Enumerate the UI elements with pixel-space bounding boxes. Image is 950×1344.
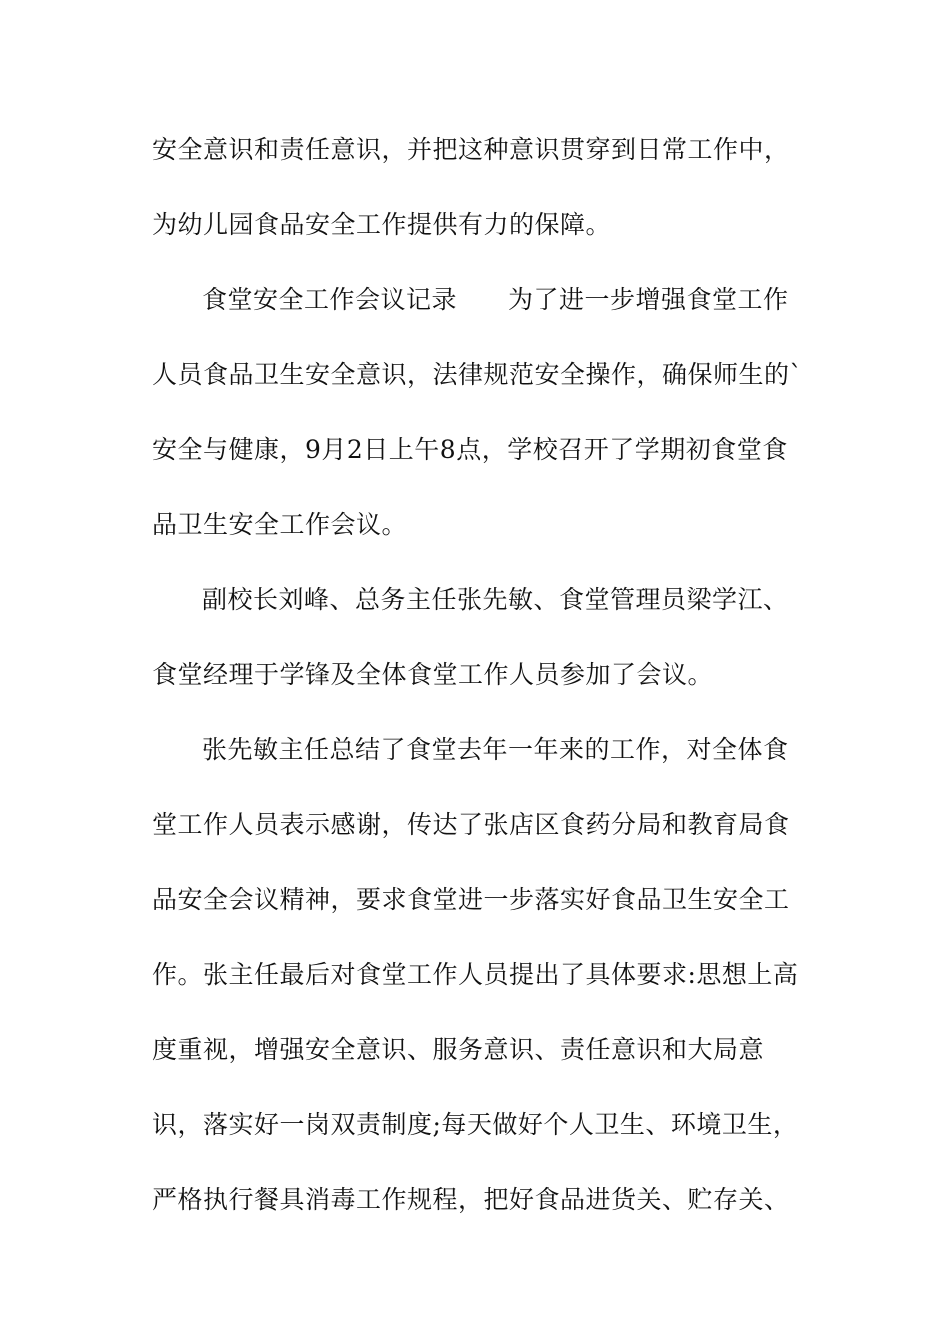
text-line: 食堂安全工作会议记录 为了进一步增强食堂工作 bbox=[202, 285, 789, 314]
text-line: 识，落实好一岗双责制度;每天做好个人卫生、环境卫生， bbox=[152, 1110, 799, 1139]
text-line: 品安全会议精神，要求食堂进一步落实好食品卫生安全工 bbox=[152, 885, 790, 914]
text-line: 张先敏主任总结了食堂去年一年来的工作，对全体食 bbox=[202, 735, 789, 764]
text-line: 安全与健康，9月2日上午8点，学校召开了学期初食堂食 bbox=[152, 435, 788, 464]
text-line: 度重视，增强安全意识、服务意识、责任意识和大局意 bbox=[152, 1035, 765, 1064]
text-line: 堂工作人员表示感谢，传达了张店区食药分局和教育局食 bbox=[152, 810, 790, 839]
text-line: 作。张主任最后对食堂工作人员提出了具体要求:思想上高 bbox=[152, 960, 799, 989]
text-line: 食堂经理于学锋及全体食堂工作人员参加了会议。 bbox=[152, 660, 714, 689]
text-line: 为幼儿园食品安全工作提供有力的保障。 bbox=[152, 210, 612, 239]
text-line: 副校长刘峰、总务主任张先敏、食堂管理员梁学江、 bbox=[202, 585, 789, 614]
text-line: 人员食品卫生安全意识，法律规范安全操作，确保师生的` bbox=[152, 360, 803, 389]
text-line: 品卫生安全工作会议。 bbox=[152, 510, 408, 539]
text-line: 安全意识和责任意识，并把这种意识贯穿到日常工作中， bbox=[152, 135, 790, 164]
text-line: 严格执行餐具消毒工作规程，把好食品进货关、贮存关、 bbox=[152, 1185, 790, 1214]
